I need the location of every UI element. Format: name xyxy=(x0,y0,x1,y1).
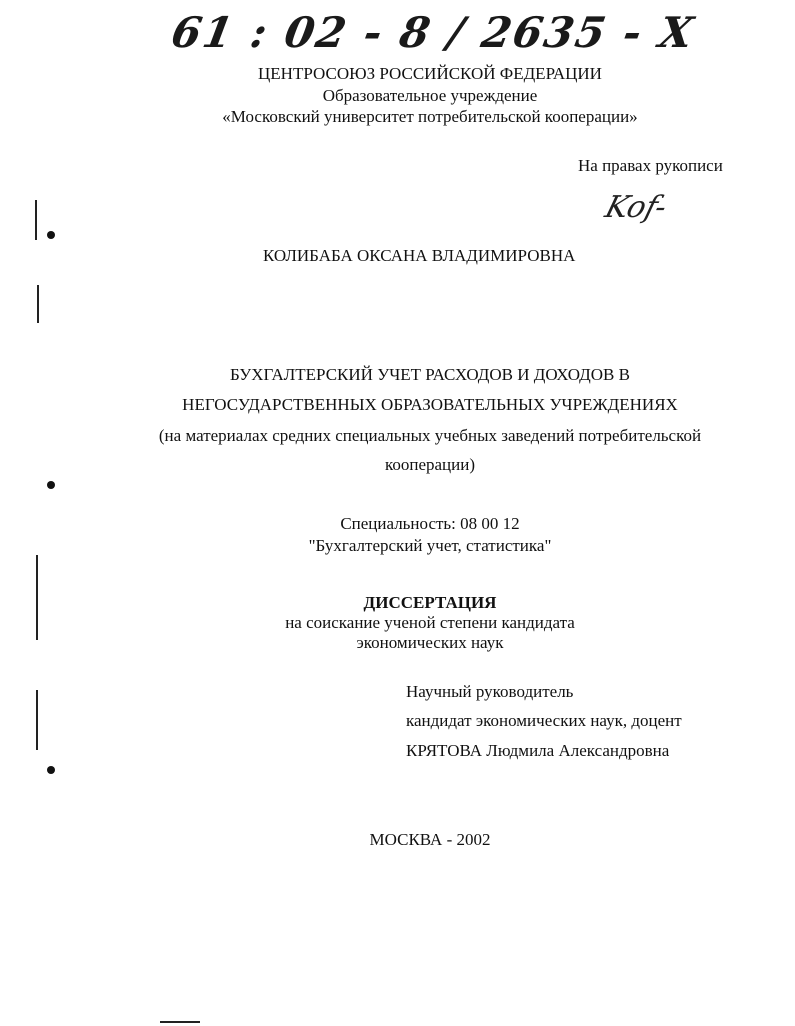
specialty-code: Специальность: 08 00 12 xyxy=(340,514,520,533)
author-name: КОЛИБАБА ОКСАНА ВЛАДИМИРОВНА xyxy=(263,246,576,265)
scan-edge-mark xyxy=(160,1021,200,1023)
scan-edge-mark xyxy=(36,690,38,750)
scan-edge-mark xyxy=(35,200,37,240)
supervisor-degree: кандидат экономических наук, доцент xyxy=(406,711,682,730)
handwritten-signature: Kof- xyxy=(601,190,671,225)
supervisor-name: КРЯТОВА Людмила Александровна xyxy=(406,741,670,760)
specialty-name: "Бухгалтерский учет, статистика" xyxy=(308,536,552,555)
institution-type: Образовательное учреждение xyxy=(322,86,538,105)
scan-edge-mark xyxy=(37,285,39,323)
handwritten-archive-code: 61 : 02 - 8 / 2635 - X xyxy=(167,8,699,57)
supervisor-label: Научный руководитель xyxy=(406,682,574,701)
manuscript-rights-note: На правах рукописи xyxy=(578,156,723,175)
subtitle-line-2: кооперации) xyxy=(384,455,476,474)
work-type-line-2: экономических наук xyxy=(356,633,504,652)
binding-hole-mark xyxy=(47,231,55,239)
title-line-2: НЕГОСУДАРСТВЕННЫХ ОБРАЗОВАТЕЛЬНЫХ УЧРЕЖДЕНИЯХ xyxy=(182,395,678,414)
binding-hole-mark xyxy=(47,481,55,489)
institution-name: «Московский университет потребительской кооперации» xyxy=(222,107,638,126)
city-year: МОСКВА - 2002 xyxy=(369,830,491,849)
work-type-label: ДИССЕРТАЦИЯ xyxy=(363,593,497,612)
organization-name: ЦЕНТРОСОЮЗ РОССИЙСКОЙ ФЕДЕРАЦИИ xyxy=(258,64,602,83)
work-type-line-1: на соискание ученой степени кандидата xyxy=(285,613,575,632)
title-line-1: БУХГАЛТЕРСКИЙ УЧЕТ РАСХОДОВ И ДОХОДОВ В xyxy=(230,365,630,384)
scan-edge-mark xyxy=(36,555,38,640)
binding-hole-mark xyxy=(47,766,55,774)
subtitle-line-1: (на материалах средних специальных учебных заведений потребительской xyxy=(158,426,702,445)
